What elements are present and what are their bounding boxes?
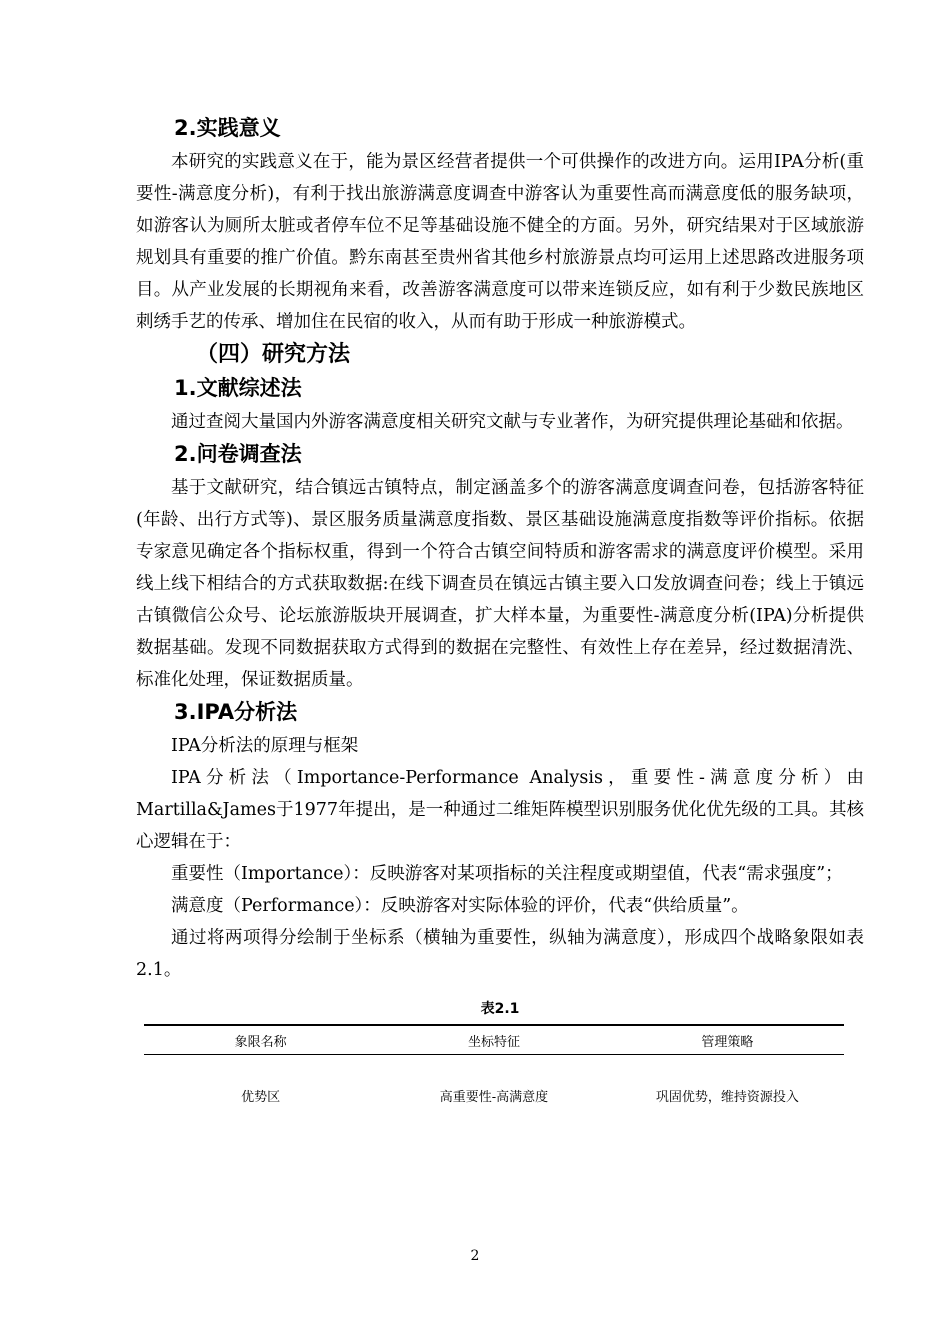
table-caption: 表2.1 [480, 1001, 520, 1017]
table-cell: 优势区 [241, 1089, 281, 1105]
chapter-heading: （四）研究方法 [196, 342, 351, 367]
section-heading: 2.实践意义 [174, 116, 281, 140]
table-header-cell: 管理策略 [611, 1025, 844, 1055]
page-number: 2 [470, 1248, 480, 1264]
table-header-row [144, 1025, 844, 1055]
paragraph: 满意度（Performance）：反映游客对实际体验的评价，代表“供给质量”。 [171, 896, 749, 916]
paragraph: IPA分析法的原理与框架 [171, 736, 359, 756]
paragraph: 本研究的实践意义在于，能为景区经营者提供一个可供操作的改进方向。运用IPA分析(重要性-满意度分析)，有利于找出旅游满意度调查中游客认为重要性高而满意度低的服务缺项，如游客认为厕所太脏或者停车位不足等基础设施不健全的方面。另外，研究结果对于区域旅游规划具有重要的推广价值。黔东南甚至贵州省其他乡村旅游景点均可运用上述思路改进服务项目。从产业发展的长期视角来看，改善游客满意度可以带来连锁反应，如有利于少数民族地区刺绣手艺的传承、增加住在民宿的收入，从而有助于形成一种旅游模式。 [136, 152, 864, 332]
paragraph: 通过将两项得分绘制于坐标系（横轴为重要性，纵轴为满意度），形成四个战略象限如表2.1。 [136, 928, 864, 980]
table-cell: 高重要性-高满意度 [439, 1089, 549, 1105]
section-heading: 1.文献综述法 [174, 376, 302, 400]
section-heading: 3.IPA分析法 [174, 700, 298, 724]
table-header-cell: 坐标特征 [377, 1025, 610, 1055]
quadrant-table [144, 1024, 844, 1135]
paragraph: 重要性（Importance）：反映游客对某项指标的关注程度或期望值，代表“需求强度”； [171, 864, 843, 884]
document-body [136, 112, 864, 1135]
table-cell: 巩固优势，维持资源投入 [655, 1089, 799, 1105]
paragraph: IPA分析法（Importance-Performance Analysis，重要性-满意度分析）由Martilla&James于1977年提出，是一种通过二维矩阵模型识别服务优化优先级的工具。其核心逻辑在于： [136, 768, 864, 852]
paragraph: 基于文献研究，结合镇远古镇特点，制定涵盖多个的游客满意度调查问卷，包括游客特征(年龄、出行方式等)、景区服务质量满意度指数、景区基础设施满意度指数等评价指标。依据专家意见确定各个指标权重，得到一个符合古镇空间特质和游客需求的满意度评价模型。采用线上线下相结合的方式获取数据:在线下调查员在镇远古镇主要入口发放调查问卷；线上于镇远古镇微信公众号、论坛旅游版块开展调查，扩大样本量，为重要性-满意度分析(IPA)分析提供数据基础。发现不同数据获取方式得到的数据在完整性、有效性上存在差异，经过数据清洗、标准化处理，保证数据质量。 [136, 478, 864, 690]
table-row [144, 1055, 844, 1136]
section-heading: 2.问卷调查法 [174, 442, 302, 466]
paragraph: 通过查阅大量国内外游客满意度相关研究文献与专业著作，为研究提供理论基础和依据。 [171, 412, 854, 432]
table-header-cell: 象限名称 [144, 1025, 377, 1055]
